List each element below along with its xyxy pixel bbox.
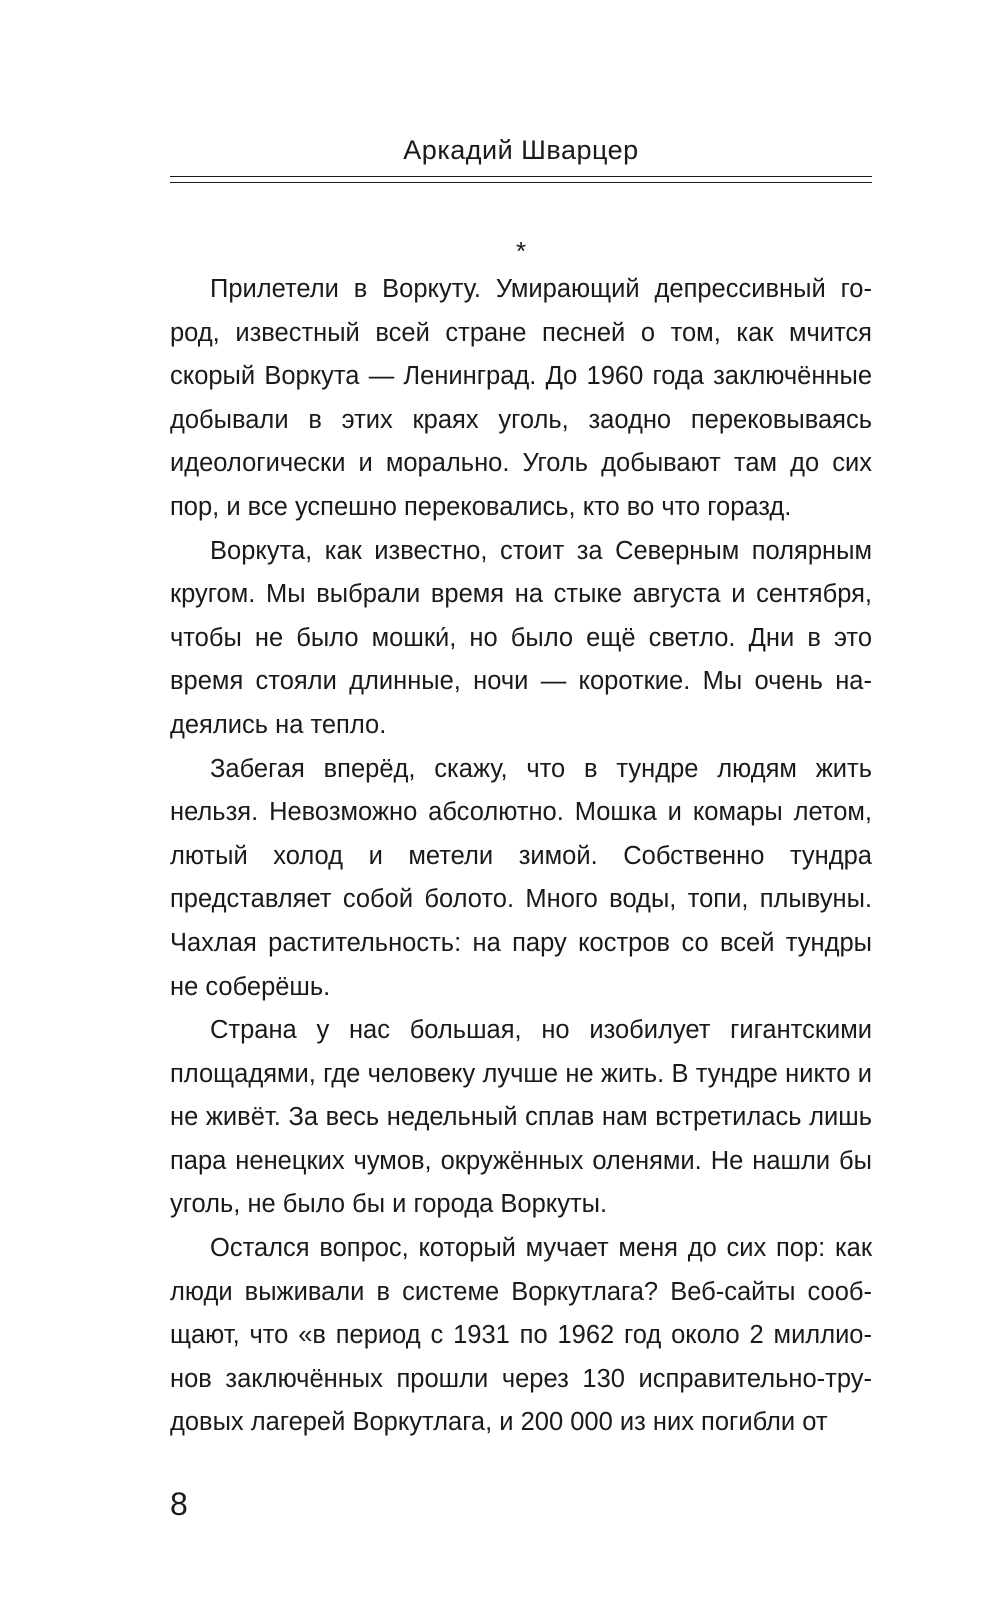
running-head-author: Аркадий Шварцер [403, 135, 639, 165]
paragraph: Воркута, как известно, стоит за Северным полярным кругом. Мы выбрали время на стыке августа и сентября, чтобы не было мошки́, но было ещё светло. Дни в это время стояли длинные, ночи — короткие. Мы очень надеялись на тепло. [170, 536, 872, 739]
header-double-rule [170, 176, 872, 184]
paragraph: Прилетели в Воркуту. Умирающий депрессивный город, известный всей стране песней о том, как мчится скорый Воркута — Ленинград. До 1960 года заключённые добывали в этих краях уголь, заодно перековываясь идеологически и морально. Уголь добывают там до сих пор, и все успешно перековались, кто во что горазд. [170, 275, 872, 521]
header-rule-top [170, 176, 872, 177]
paragraph: Забегая вперёд, скажу, что в тундре людям жить нельзя. Невозможно абсолютно. Мошка и комары летом, лютый холод и метели зимой. Собственно тундра представляет собой болото. Много воды, топи, плывуны. Чахлая растительность: на пару костров со всей тундры не соберёшь. [170, 754, 872, 1001]
header-rule-bottom [170, 182, 872, 183]
section-break-asterisk: * [515, 236, 527, 266]
body-text [170, 268, 872, 1445]
paragraph: Страна у нас большая, но изобилует гигантскими площадями, где человеку лучше не жить. В тундре никто и не живёт. За весь недельный сплав нам встретилась лишь пара ненецких чумов, окружённых оленями. Не нашли бы уголь, не было бы и города Воркуты. [170, 1016, 872, 1219]
page-number: 8 [170, 1486, 188, 1522]
paragraph: Остался вопрос, который мучает меня до сих пор: как люди выживали в системе Воркутлага? Веб-сайты сообщают, что «в период с 1931 по 1962 год около 2 миллионов заключённых прошли через 130 исправительно-трудовых лагерей Воркутлага, и 200 000 из них погибли от [170, 1234, 872, 1437]
